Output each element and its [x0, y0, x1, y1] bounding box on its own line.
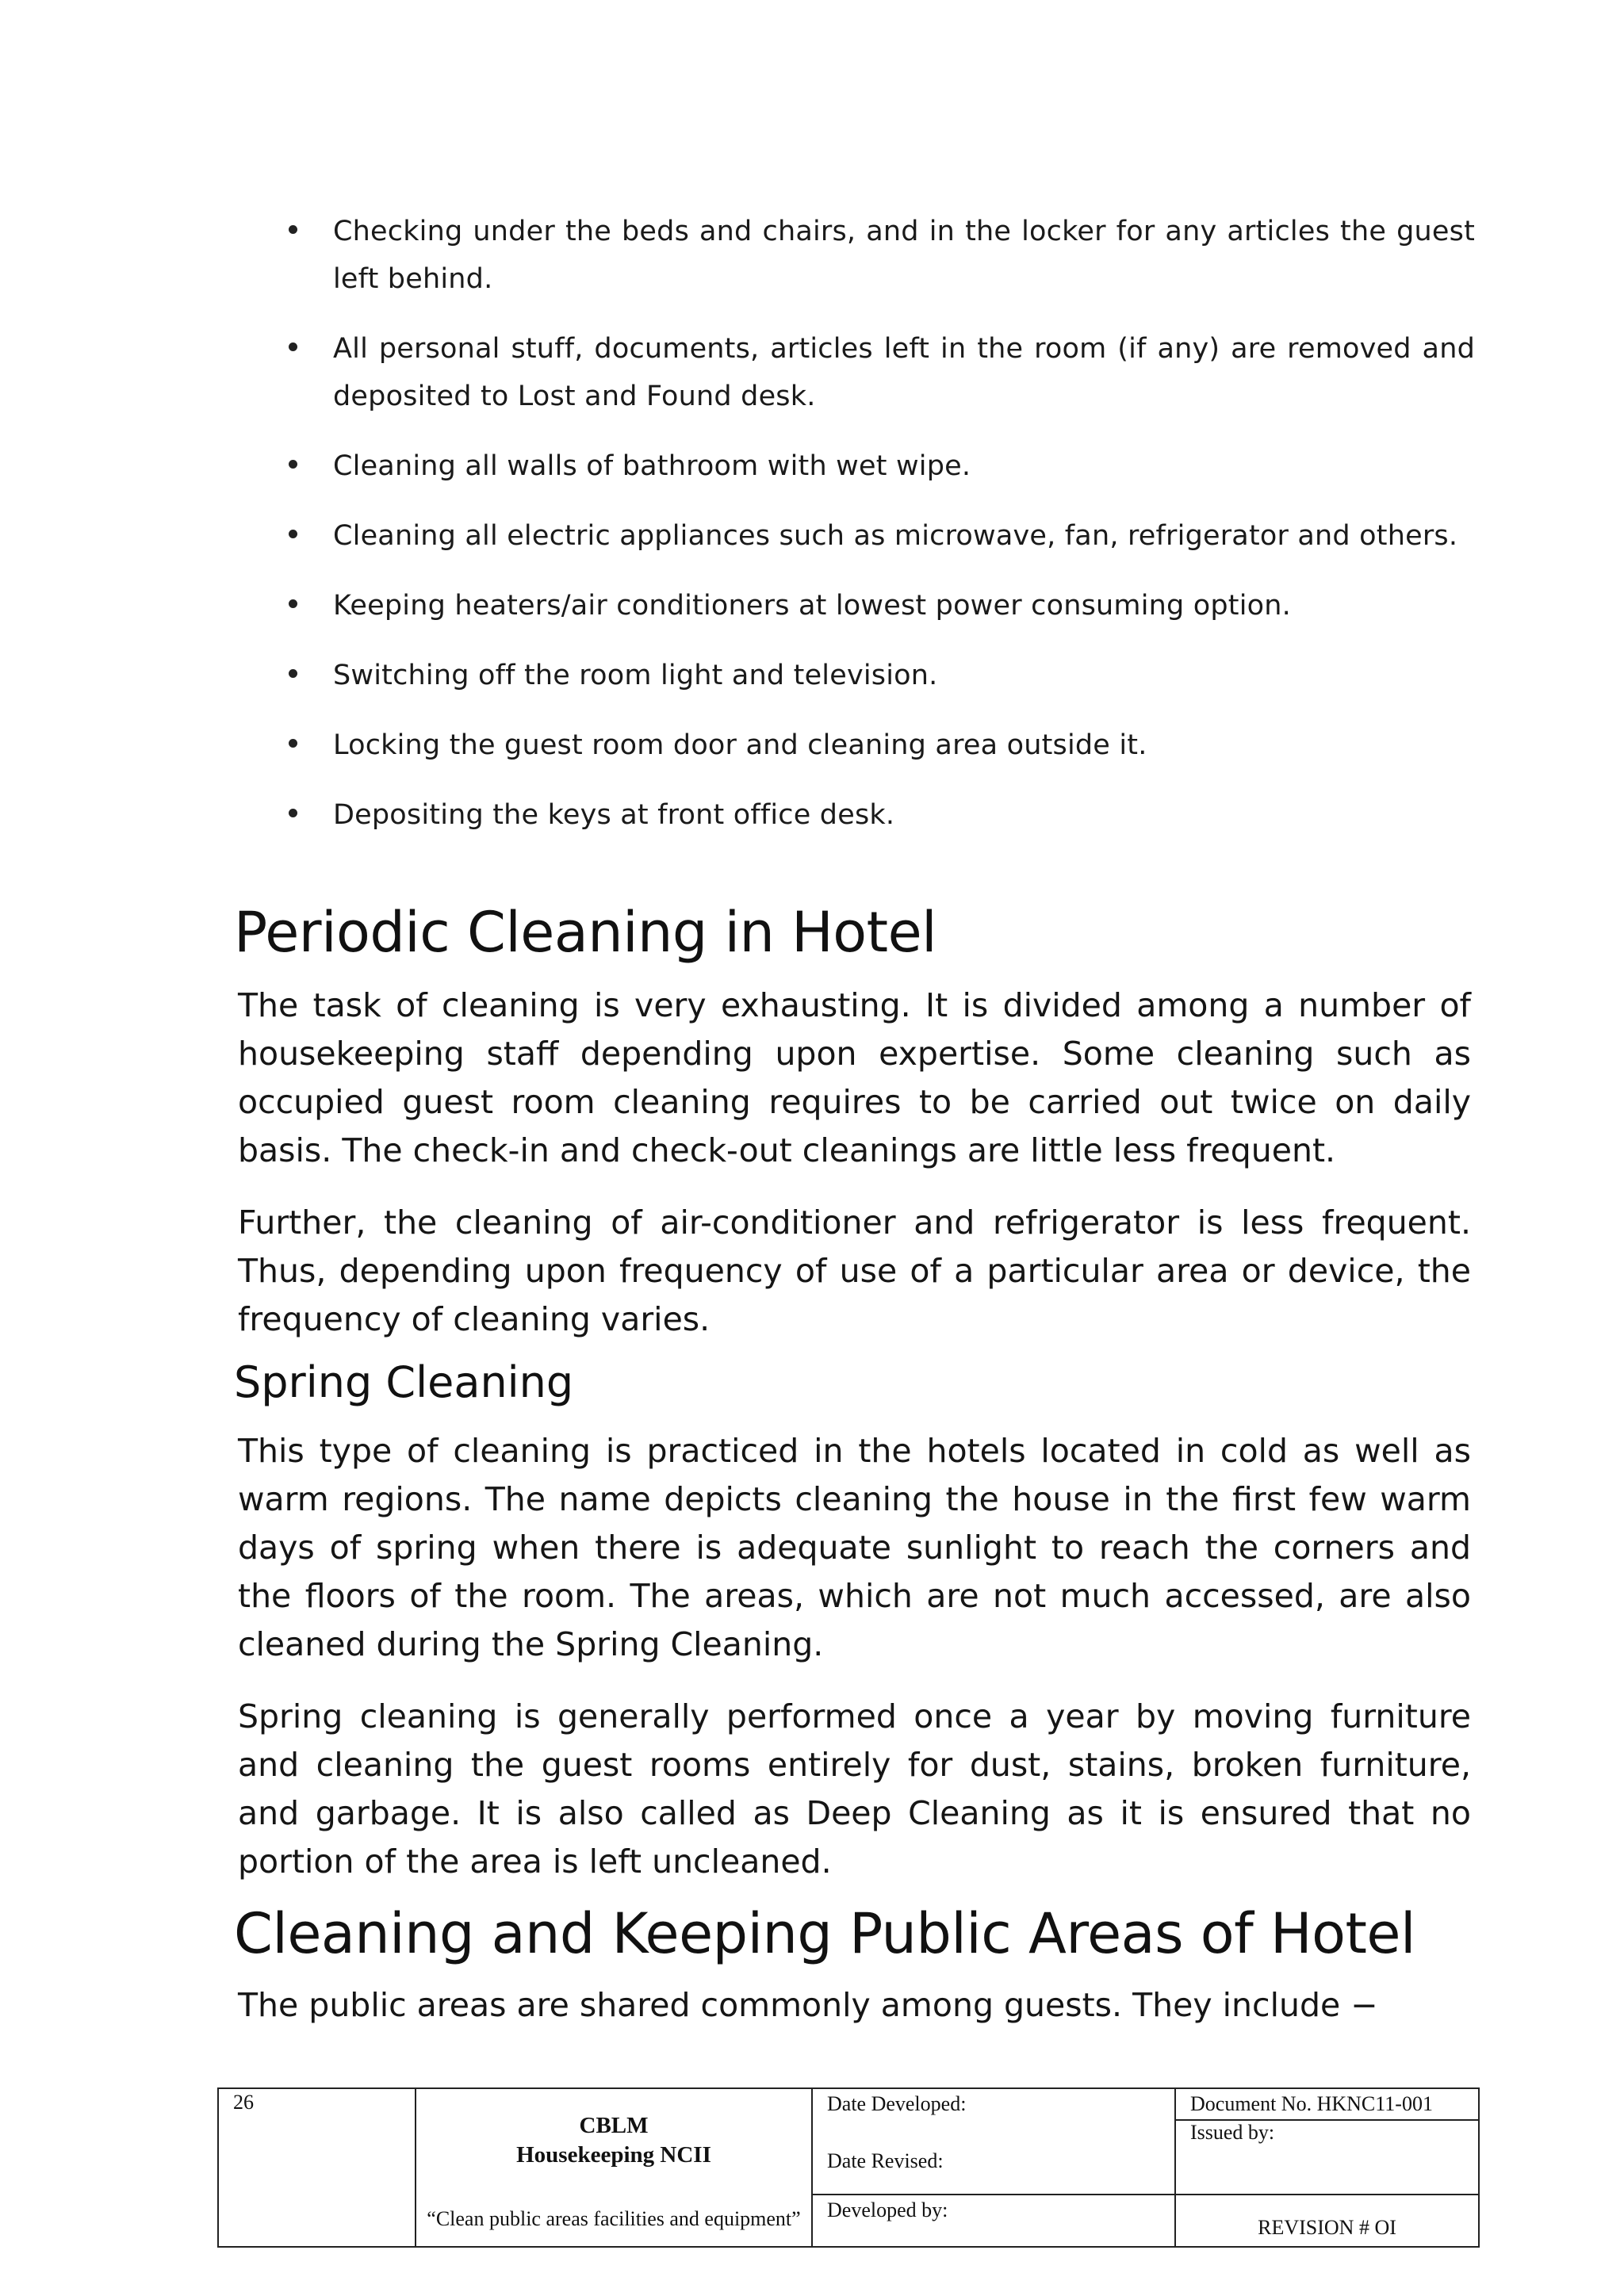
- bullet-dot-icon: [289, 599, 297, 608]
- footer-cblm-title: CBLM: [579, 2113, 649, 2138]
- list-item-text: Depositing the keys at front office desk.: [333, 799, 895, 831]
- list-item-text: Keeping heaters/air conditioners at lowest power consuming option.: [333, 590, 1291, 622]
- document-footer-table: [217, 2087, 1480, 2248]
- list-item: [285, 208, 1475, 303]
- bullet-dot-icon: [289, 530, 297, 538]
- paragraph-periodic-1: The task of cleaning is very exhausting. It is divided among a number of housekeeping staff depending upon expertise. Some cleaning such as occupied guest room cleaning requires to be carried out twice on daily basis. The check-in and check-out cleanings are little less frequent.: [238, 986, 1471, 1169]
- footer-cblm-cell: [416, 2088, 812, 2247]
- list-item-text: Checking under the beds and chairs, and in the locker for any articles the guest left behind.: [333, 216, 1475, 295]
- footer-qualification: Housekeeping NCII: [516, 2142, 711, 2168]
- bullet-dot-icon: [289, 225, 297, 234]
- list-item: [285, 582, 1475, 629]
- bullet-dot-icon: [289, 739, 297, 748]
- footer-revision: REVISION # OI: [1175, 2195, 1479, 2247]
- list-item: [285, 721, 1475, 769]
- list-item-text: Cleaning all walls of bathroom with wet wipe.: [333, 450, 971, 482]
- paragraph-spring-2: Spring cleaning is generally performed once a year by moving furniture and cleaning the guest rooms entirely for dust, stains, broken furniture, and garbage. It is also called as Deep Cleaning as it is ensured that no portion of the area is left uncleaned.: [238, 1697, 1471, 1881]
- footer-date-developed: Date Developed:: [827, 2092, 967, 2115]
- section-heading-periodic-cleaning: Periodic Cleaning in Hotel: [234, 900, 937, 965]
- footer-page-number: 26: [218, 2088, 416, 2247]
- footer-dates-cell: [812, 2088, 1175, 2195]
- bullet-list: [285, 208, 1475, 861]
- footer-document-number: Document No. HKNC11-001: [1190, 2092, 1433, 2115]
- list-item: [285, 325, 1475, 420]
- list-item: [285, 512, 1475, 560]
- list-item-text: Locking the guest room door and cleaning area outside it.: [333, 729, 1147, 761]
- footer-developed-by: Developed by:: [812, 2195, 1175, 2247]
- paragraph-spring-1: This type of cleaning is practiced in the hotels located in cold as well as warm regions. The name depicts cleaning the house in the first few warm days of spring when there is adequate sunlight to reach the corners and the floors of the room. The areas, which are not much accessed, are also cleaned during the Spring Cleaning.: [238, 1432, 1471, 1663]
- section-heading-spring-cleaning: Spring Cleaning: [234, 1357, 574, 1407]
- bullet-dot-icon: [289, 342, 297, 351]
- bullet-dot-icon: [289, 809, 297, 817]
- footer-document-cell: [1175, 2088, 1479, 2195]
- list-item: [285, 791, 1475, 839]
- footer-date-revised: Date Revised:: [827, 2149, 944, 2172]
- footer-issued-by: Issued by:: [1176, 2119, 1478, 2145]
- list-item: [285, 442, 1475, 490]
- list-item-text: Switching off the room light and television.: [333, 660, 938, 691]
- paragraph-public-areas: The public areas are shared commonly among guests. They include −: [238, 1986, 1378, 2024]
- paragraph-periodic-2: Further, the cleaning of air-conditioner and refrigerator is less frequent. Thus, depending upon frequency of use of a particular area or device, the frequency of cleaning varies.: [238, 1203, 1471, 1338]
- list-item-text: All personal stuff, documents, articles left in the room (if any) are removed and deposited to Lost and Found desk.: [333, 333, 1475, 412]
- list-item: [285, 652, 1475, 699]
- bullet-dot-icon: [289, 669, 297, 678]
- bullet-dot-icon: [289, 460, 297, 469]
- section-heading-public-areas: Cleaning and Keeping Public Areas of Hotel: [234, 1901, 1415, 1966]
- list-item-text: Cleaning all electric appliances such as microwave, fan, refrigerator and others.: [333, 520, 1458, 552]
- footer-module-title: “Clean public areas facilities and equipment”: [427, 2207, 801, 2230]
